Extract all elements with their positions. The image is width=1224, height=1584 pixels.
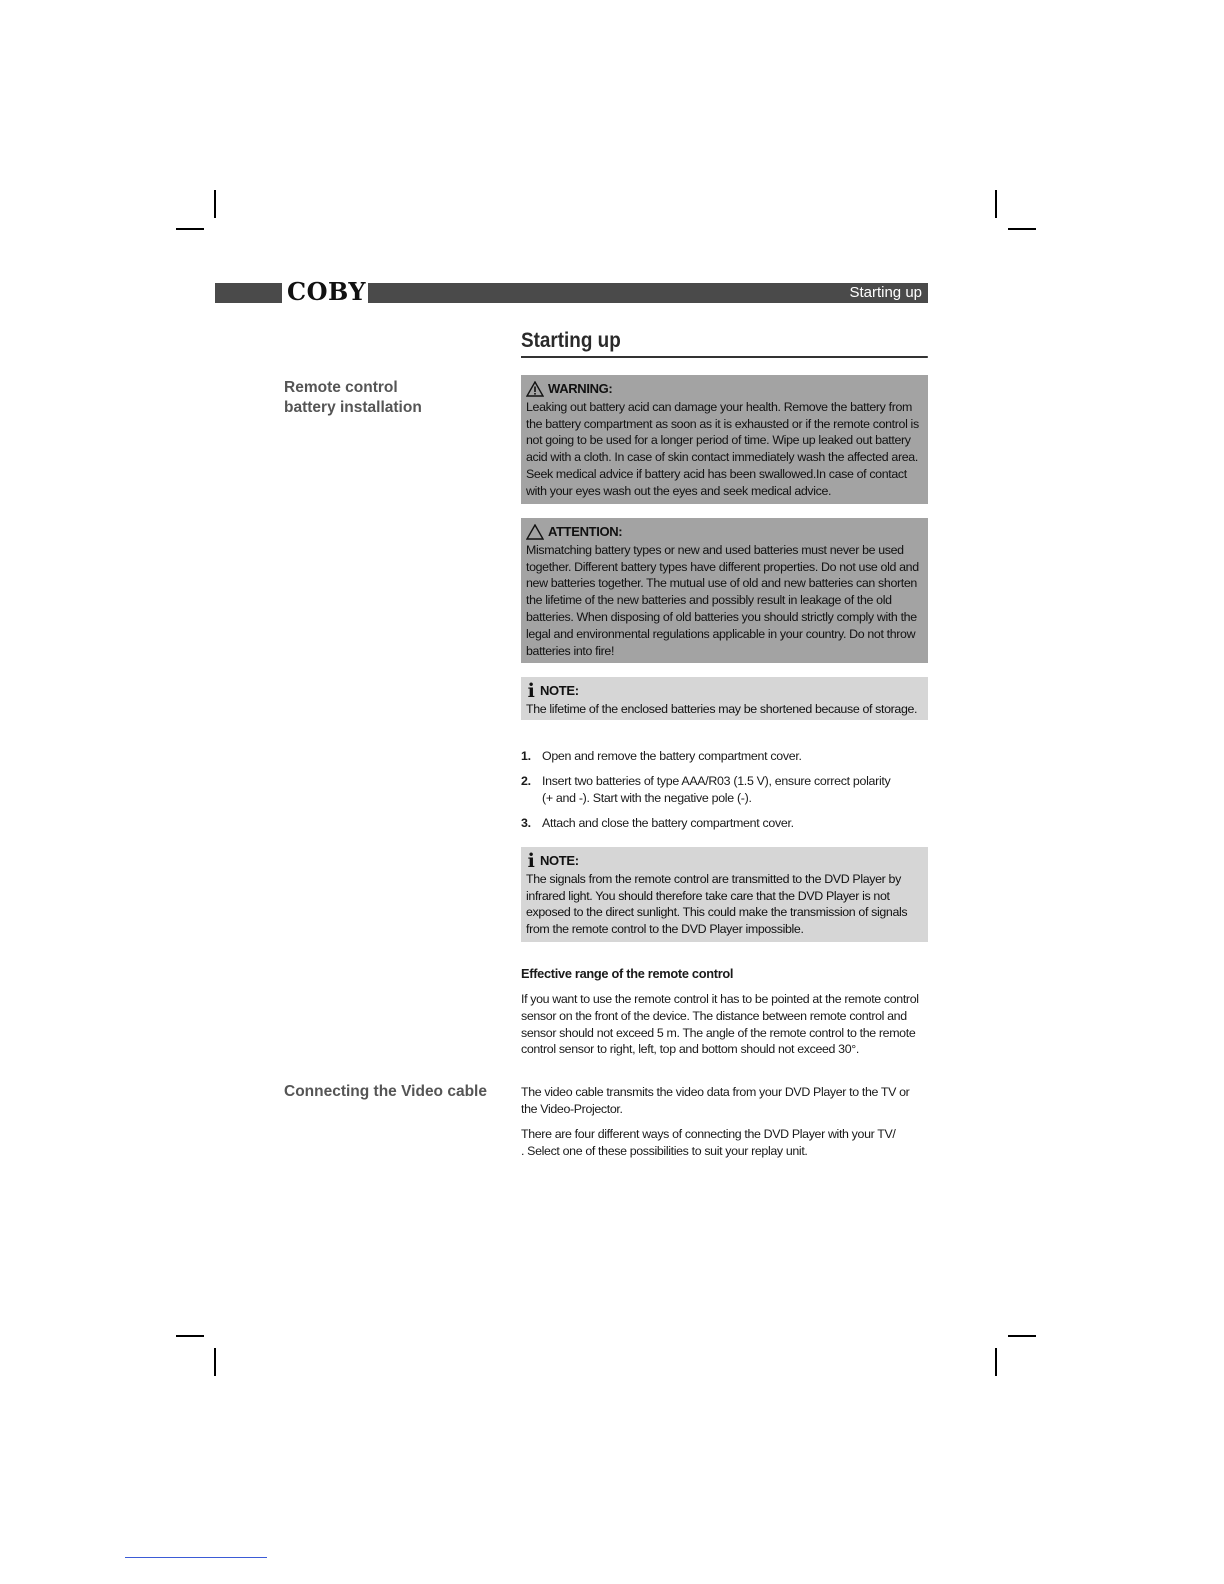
- list-item: [521, 748, 928, 765]
- crop-mark-top-left-vertical: [214, 190, 216, 218]
- page-title: Starting up: [521, 329, 928, 358]
- step-number: 1.: [521, 749, 531, 763]
- note-heading: [526, 850, 922, 873]
- video-paragraph-2: There are four different ways of connecting the DVD Player with your TV/ . Select one of these possibilities to suit your replay unit.: [521, 1127, 945, 1158]
- warning-heading-label: WARNING:: [548, 381, 613, 396]
- header-section-label: Starting up: [849, 284, 922, 301]
- note-box-batteries: [521, 677, 928, 720]
- note-box-signals: [521, 847, 928, 942]
- video-paragraph-1: The video cable transmits the video data from your DVD Player to the TV or the Video-Projector.: [521, 1085, 910, 1116]
- side-heading-battery-line1: Remote control: [284, 379, 398, 396]
- step-text: Attach and close the battery compartment cover.: [542, 816, 794, 830]
- note-text: The lifetime of the enclosed batteries may be shortened because of storage.: [526, 701, 918, 716]
- crop-mark-bottom-left-vertical: [214, 1348, 216, 1376]
- note-heading-label: NOTE:: [540, 683, 579, 698]
- attention-heading: [526, 524, 922, 541]
- crop-mark-top-right-vertical: [995, 190, 997, 218]
- crop-mark-bottom-right-horizontal: [1008, 1335, 1036, 1337]
- warning-box: [521, 375, 928, 504]
- range-text: If you want to use the remote control it has to be pointed at the remote control sensor on the front of the device. The distance between remote control and sensor should not exceed 5 m. The angle of the remote control to the remote control sensor to right, left, top and bottom should not exceed 30°.: [521, 992, 919, 1057]
- attention-box: [521, 518, 928, 663]
- crop-mark-top-right-horizontal: [1008, 228, 1036, 230]
- side-heading-video: Connecting the Video cable: [284, 1083, 487, 1100]
- side-heading-battery: [284, 378, 422, 418]
- info-icon: i: [527, 680, 535, 703]
- footer-link-underline: [125, 1557, 267, 1558]
- info-icon: i: [527, 850, 535, 873]
- crop-mark-bottom-right-vertical: [995, 1348, 997, 1376]
- side-heading-battery-line2: battery installation: [284, 399, 422, 416]
- list-item: [521, 815, 928, 832]
- attention-text: Mismatching battery types or new and used batteries must never be used together. Different battery types have different properties. Do not use old and new batteries together. The mutual use of old and new batteries can shorten the lifetime of the new batteries and possibly result in leakage of the old batteries. When disposing of old batteries you should strictly comply with the legal and environmental regulations applicable in your country. Do not throw batteries into fire!: [526, 542, 919, 658]
- crop-mark-top-left-horizontal: [176, 228, 204, 230]
- brand-logo: COBY: [287, 277, 367, 306]
- note-heading-label: NOTE:: [540, 853, 579, 868]
- warning-text: Leaking out battery acid can damage your health. Remove the battery from the battery compartment as soon as it is exhausted or if the remote control is not going to be used for a longer period of time. Wipe up leaked out battery acid with a cloth. In case of skin contact immediately wash the affected area. Seek medical advice if battery acid has been swallowed.In case of contact with your eyes wash out the eyes and seek medical advice.: [526, 399, 919, 498]
- step-number: 3.: [521, 816, 531, 830]
- step-number: 2.: [521, 774, 531, 788]
- note-text: The signals from the remote control are transmitted to the DVD Player by infrared light. You should therefore take care that the DVD Player is not exposed to the direct sunlight. This could make the transmission of signals from the remote control to the DVD Player impossible.: [526, 871, 908, 937]
- list-item: [521, 773, 928, 807]
- attention-heading-label: ATTENTION:: [548, 524, 623, 539]
- step-text: Insert two batteries of type AAA/R03 (1.5 V), ensure correct polarity (+ and -). Start with the negative pole (-).: [542, 774, 891, 805]
- step-text: Open and remove the battery compartment cover.: [542, 749, 802, 763]
- warning-triangle-icon: [526, 381, 544, 397]
- range-heading: Effective range of the remote control: [521, 966, 734, 981]
- crop-mark-bottom-left-horizontal: [176, 1335, 204, 1337]
- attention-triangle-icon: [526, 524, 544, 540]
- warning-heading: [526, 381, 922, 398]
- battery-steps-list: [521, 748, 928, 840]
- note-heading: [526, 680, 922, 703]
